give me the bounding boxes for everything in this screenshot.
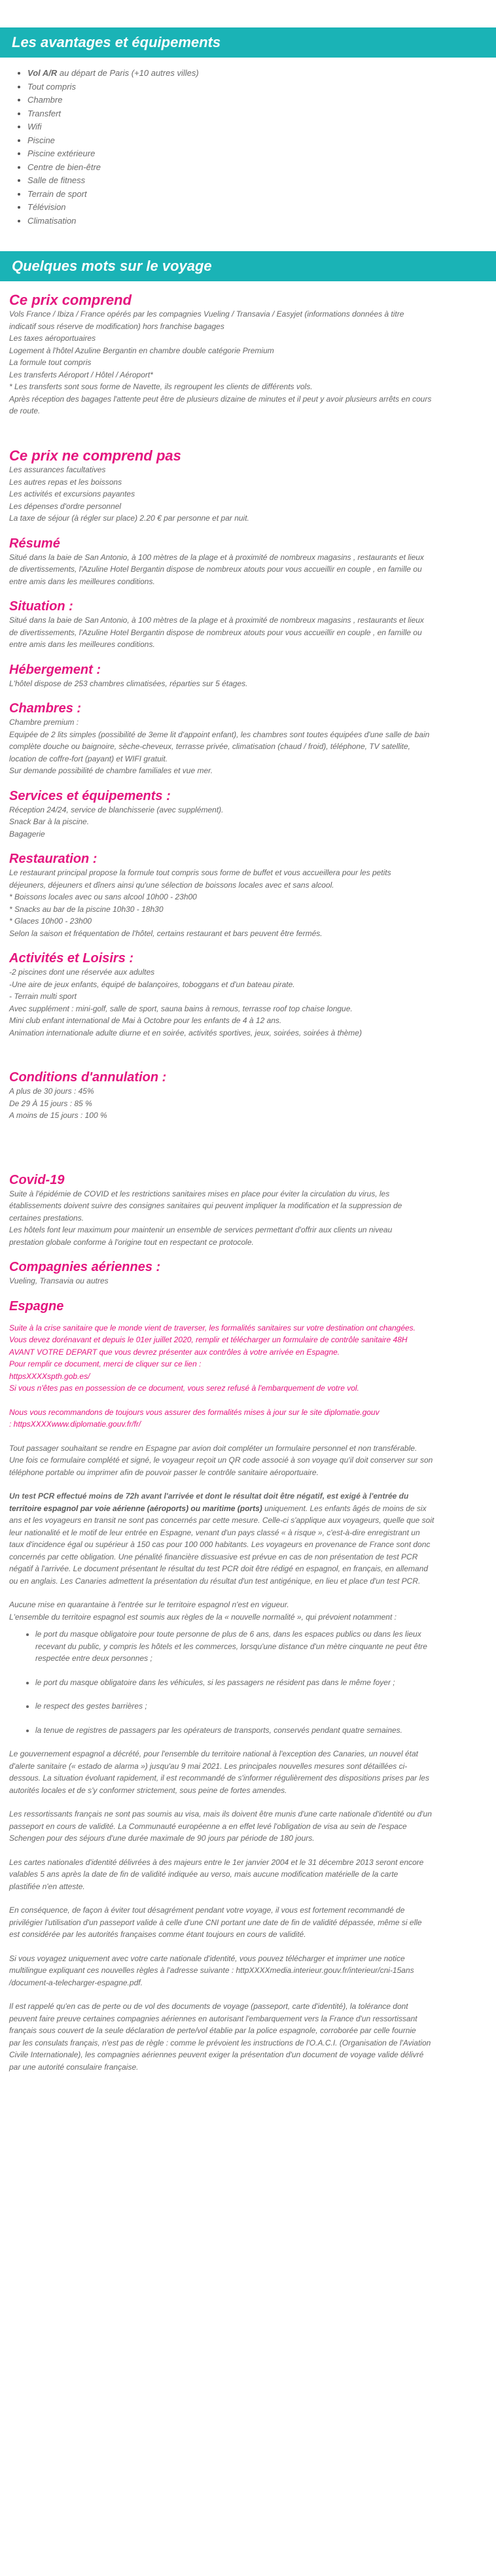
text-line: leur nationalité et le motif de leur entrée en Espagne, venant d'un pays classé « à risque », c'est-à-dire enregistrant un (9, 1527, 420, 1537)
rule-item (35, 1724, 484, 1737)
text-line: Equipée de 2 lits simples (possibilité de 3eme lit d'appoint enfant), les chambres sont toutes équipées d'une salle de bain (9, 729, 430, 739)
advantage-item (27, 120, 496, 134)
text-line: Après réception des bagages l'attente peut être de plusieurs dizaine de minutes et il peut y avoir plusieurs arrêts en cours (9, 394, 432, 404)
advantage-item (27, 161, 496, 175)
text-line: indicatif sous réserve de modification) hors franchise bagages (9, 321, 224, 331)
espagne-passport-text (9, 1904, 484, 1941)
covid-text (9, 1188, 484, 1249)
pcr-bold-line-1: Un test PCR effectué moins de 72h avant l'arrivée et dont le résultat doit être négatif, est exigé à l'entrée du (9, 1491, 409, 1501)
pcr-line-mixed (9, 1503, 484, 1515)
espagne-cni-text (9, 1856, 484, 1893)
prix-ne-comprend-text (9, 464, 484, 525)
advantage-item (27, 188, 496, 201)
text-line: De 29 À 15 jours : 85 % (9, 1098, 92, 1108)
text-line: Les taxes aéroportuaires (9, 334, 96, 343)
text-line: L'hôtel dispose de 253 chambres climatisées, réparties sur 5 étages. (9, 678, 248, 688)
text-line: Chambre premium : (9, 718, 79, 727)
voyage-title: Quelques mots sur le voyage (0, 251, 496, 281)
text-line: Avec supplément : mini-golf, salle de sport, sauna bains à remous, terrasse roof top chaise longue. (9, 1003, 353, 1013)
hebergement-title: Hébergement : (9, 662, 101, 677)
text-line: * Glaces 10h00 - 23h00 (9, 916, 92, 926)
voyage-content (0, 292, 496, 2073)
text-line: Logement à l'hôtel Azuline Bergantin en chambre double catégorie Premium (9, 345, 274, 355)
advantage-item-label: au départ de Paris (+10 autres villes) (57, 68, 199, 78)
rule-item (35, 1700, 484, 1713)
prix-comprend-section (9, 292, 484, 417)
espagne-section (9, 1299, 484, 2074)
text-line: Suite à la crise sanitaire que le monde vient de traverser, les formalités sanitaires sur votre destination ont changées. (9, 1323, 416, 1332)
advantages-section (0, 0, 496, 228)
rule-line: • le respect des gestes barrières ; (35, 1701, 147, 1711)
espagne-visa-text (9, 1808, 484, 1845)
espagne-loss-text (9, 2000, 484, 2073)
prix-comprend-text (9, 308, 484, 417)
advantage-item-label: Piscine extérieure (27, 148, 96, 158)
espagne-rules-list (9, 1628, 484, 1736)
text-line: * Snacks au bar de la piscine 10h30 - 18h30 (9, 904, 164, 914)
rule-line: • le port du masque obligatoire pour toute personne de plus de 6 ans, dans les espaces publics ou dans les lieux (35, 1629, 421, 1639)
text-line: - Terrain multi sport (9, 992, 77, 1001)
text-line: négatif à l'arrivée. Le document présentant le résultat du test PCR doit être rédigé en espagnol, en français, en allemand (9, 1564, 429, 1574)
text-line: Les activités et excursions payantes (9, 489, 135, 499)
rule-line: respectée entre deux personnes ; (35, 1654, 152, 1663)
prix-comprend-title: Ce prix comprend (9, 292, 132, 308)
text-line: Sur demande possibilité de chambre familiales et vue mer. (9, 766, 213, 776)
advantage-item (27, 107, 496, 121)
compagnies-text (9, 1275, 484, 1287)
advantage-item-label: Wifi (27, 122, 42, 131)
text-line: : httpsXXXXwww.diplomatie.gouv.fr/fr/ (9, 1419, 141, 1429)
text-line: Le gouvernement espagnol a décrété, pour l'ensemble du territoire national à l'exception des Canaries, un nouvel état (9, 1749, 418, 1759)
rule-line: recevant du public, y compris les hôtels et les commerces, lorsqu'une distance d'un mètre cinquante ne peut être (35, 1641, 427, 1651)
text-line: Les ressortissants français ne sont pas soumis au visa, mais ils doivent être munis d'une carte nationale d'identité ou d'un (9, 1809, 432, 1819)
pcr-line-2-rest: uniquement. Les enfants âgés de moins de six (262, 1503, 427, 1513)
text-line: -2 piscines dont une réservée aux adultes (9, 967, 155, 977)
text-line: est considérée par les autorités françaises comme étant toujours en cours de validité. (9, 1930, 306, 1940)
text-line: multilingue expliquant ces nouvelles règles à l'adresse suivante : httpXXXXmedia.interieur.gouv.fr/interieur/cni-15ans (9, 1966, 414, 1976)
text-line: Si vous voyagez uniquement avec votre carte nationale d'identité, vous pouvez télécharger et imprimer une notice (9, 1953, 405, 1963)
text-line: Réception 24/24, service de blanchisserie (avec supplément). (9, 805, 224, 814)
activites-text (9, 966, 484, 1039)
activites-title: Activités et Loisirs : (9, 951, 134, 966)
covid-section (9, 1173, 484, 1249)
text-line: Situé dans la baie de San Antonio, à 100 mètres de la plage et à proximité de nombreux magasins , restaurants et lieux (9, 552, 424, 562)
text-line: certaines prestations. (9, 1213, 84, 1223)
text-line: Les assurances facultatives (9, 465, 106, 475)
advantage-item-label: Transfert (27, 108, 62, 118)
espagne-sanitary-notice (9, 1322, 484, 1395)
advantage-item-label: Terrain de sport (27, 188, 87, 199)
text-line: déjeuners, déjeuners et dîners ainsi qu'une sélection de boissons locales avec et sans alcool. (9, 880, 334, 890)
prix-ne-comprend-section (9, 447, 484, 525)
text-line: Civile Internationale), les compagnies aériennes peuvent exiger la présentation d'un document de voyage valide délivré (9, 2050, 424, 2060)
text-line: Animation internationale adulte diurne et en soirée, activités sportives, jeux, soirées, soirées à thème) (9, 1028, 362, 1037)
text-line: peuvent faire preuve certaines compagnies aériennes en autorisant l'embarquement vers la France d'un ressortissant (9, 2013, 417, 2023)
text-line: Les hôtels font leur maximum pour maintenir un ensemble de services permettant d'offrir aux clients un niveau (9, 1225, 393, 1235)
text-line: taux d'incidence égal ou supérieur à 150 cas pour 100 000 habitants. Les voyageurs en provenance de France sont donc (9, 1540, 431, 1550)
text-line: A moins de 15 jours : 100 % (9, 1111, 107, 1121)
text-line: L'ensemble du territoire espagnol est soumis aux règles de la « nouvelle normalité », qui prévoient notamment : (9, 1612, 397, 1622)
text-line: Il est rappelé qu'en cas de perte ou de vol des documents de voyage (passeport, carte d'identité), la tolérance dont (9, 2002, 408, 2011)
text-line: Une fois ce formulaire complété et signé, le voyageur reçoit un QR code associé à son voyage qu'il doit conserver sur son (9, 1455, 433, 1465)
annulation-text (9, 1085, 484, 1122)
text-line: de route. (9, 406, 41, 416)
text-line: httpsXXXXspth.gob.es/ (9, 1371, 90, 1381)
espagne-notice-text (9, 1953, 484, 1989)
prix-ne-comprend-title: Ce prix ne comprend pas (9, 447, 181, 464)
advantage-item-bold: Vol A/R (27, 68, 58, 78)
pcr-rest (9, 1514, 484, 1587)
advantage-item (27, 80, 496, 94)
text-line: AVANT VOTRE DEPART que vous devrez présenter aux contrôles à votre arrivée en Espagne. (9, 1347, 340, 1357)
advantage-item (27, 134, 496, 148)
text-line: Mini club enfant international de Mai à Octobre pour les enfants de 4 à 12 ans. (9, 1016, 282, 1026)
covid-title: Covid-19 (9, 1172, 65, 1187)
text-line: ans et les voyageurs en transit ne sont pas concernés par cette mesure. Celle-ci s'applique aux voyageurs, quelle que soit (9, 1516, 434, 1525)
text-line: La formule tout compris (9, 358, 92, 368)
text-line: Vous devez dorénavant et depuis le 01er juillet 2020, remplir et télécharger un formulaire de contrôle sanitaire 48H (9, 1335, 408, 1345)
text-line: privilégier l'utilisation d'un passeport valide à celle d'une CNI portant une date de fin de validité dépassée, même si elle (9, 1917, 422, 1927)
rule-item (35, 1628, 484, 1665)
advantage-item (27, 215, 496, 228)
text-line: Nous vous recommandons de toujours vous assurer des formalités mises à jour sur le site diplomatie.gouv (9, 1407, 380, 1417)
chambres-title: Chambres : (9, 701, 82, 716)
text-line: /document-a-telecharger-espagne.pdf. (9, 1977, 143, 1987)
restauration-text (9, 867, 484, 939)
espagne-quarantine-text (9, 1599, 484, 1623)
advantage-item (27, 94, 496, 107)
resume-text (9, 551, 484, 588)
annulation-section (9, 1070, 484, 1122)
text-line: Vueling, Transavia ou autres (9, 1276, 109, 1286)
advantage-item-label: Climatisation (27, 215, 77, 226)
text-line: par une autorité consulaire française. (9, 2062, 139, 2072)
text-line: entre amis dans les meilleures conditions. (9, 640, 155, 650)
espagne-alert-text (9, 1748, 484, 1796)
resume-title: Résumé (9, 536, 60, 551)
advantage-item (27, 147, 496, 161)
advantage-item-label: Salle de fitness (27, 175, 86, 185)
services-title: Services et équipements : (9, 788, 171, 803)
espagne-title: Espagne (9, 1298, 64, 1314)
advantages-title: Les avantages et équipements (0, 27, 496, 58)
rule-line: • la tenue de registres de passagers par les opérateurs de transports, conservés pendant quatre semaines. (35, 1725, 402, 1735)
resume-section (9, 536, 484, 588)
espagne-diplomatie-notice (9, 1406, 484, 1431)
compagnies-section (9, 1260, 484, 1287)
restauration-section (9, 852, 484, 939)
text-line: Bagagerie (9, 829, 45, 839)
text-line: de divertissements, l'Azuline Hotel Bergantin dispose de nombreux atouts pour vous accueillir en couple , en famille ou (9, 565, 422, 574)
text-line: Si vous n'êtes pas en possession de ce document, vous serez refusé à l'embarquement de votre vol. (9, 1384, 359, 1393)
compagnies-title: Compagnies aériennes : (9, 1260, 161, 1275)
text-line: Les autres repas et les boissons (9, 477, 122, 487)
text-line: Vols France / Ibiza / France opérés par les compagnies Vueling / Transavia / Easyjet (informations données à titre (9, 309, 404, 319)
situation-text (9, 614, 484, 651)
advantages-list (0, 67, 496, 228)
services-section (9, 789, 484, 841)
text-line: concernés par cette obligation. Une pénalité financière dissuasive est prévue en cas de non présentation de test PCR (9, 1552, 418, 1561)
text-line: prestation globale conforme à l'origine tout en respectant ce protocole. (9, 1237, 254, 1247)
text-line: A plus de 30 jours : 45% (9, 1087, 94, 1096)
text-line: Schengen pour des séjours d'une durée maximale de 90 jours par période de 180 jours. (9, 1834, 315, 1843)
text-line: entre amis dans les meilleures conditions. (9, 576, 155, 586)
situation-title: Situation : (9, 599, 73, 614)
text-line: Les transferts Aéroport / Hôtel / Aéroport* (9, 370, 153, 379)
services-text (9, 804, 484, 841)
hebergement-section (9, 663, 484, 690)
advantage-item (27, 174, 496, 188)
text-line: ou en anglais. Les Canaries admettent la présentation du résultat d'un test antigénique, en lieu et place d'un test PCR. (9, 1576, 421, 1586)
text-line: Aucune mise en quarantaine à l'entrée sur le territoire espagnol n'est en vigueur. (9, 1600, 289, 1610)
text-line: plastifiée n'en atteste. (9, 1881, 85, 1891)
text-line: En conséquence, de façon à éviter tout désagrément pendant votre voyage, il vous est fortement recommandé de (9, 1906, 405, 1915)
advantage-item-label: Tout compris (27, 81, 76, 92)
text-line: établissements doivent suivre des consignes sanitaires qui peuvent impliquer la modification et la suppression de (9, 1201, 402, 1211)
advantage-item (27, 67, 496, 80)
text-line: location de coffre-fort (payant) et WIFI gratuit. (9, 754, 168, 763)
chambres-section (9, 701, 484, 777)
advantage-item-label: Piscine (27, 135, 55, 145)
text-line: * Les transferts sont sous forme de Navette, ils regroupent les clients de différents vols. (9, 382, 313, 392)
text-line: valables 5 ans après la date de fin de validité indiquée au verso, mais aucune modification matérielle de la carte (9, 1870, 399, 1879)
situation-section (9, 599, 484, 651)
text-line: Pour remplir ce document, merci de cliquer sur ce lien : (9, 1359, 202, 1369)
text-line: d'alerte sanitaire (« estado de alarma ») jusqu'au 9 mai 2021. Les principales nouvelles mesures sont détaillées ci- (9, 1761, 408, 1771)
text-line: téléphone portable ou imprimer afin de pouvoir passer le contrôle sanitaire aéroportuaire. (9, 1467, 319, 1477)
espagne-pcr-text (9, 1490, 484, 1587)
text-line: Snack Bar à la piscine. (9, 817, 90, 827)
text-line: La taxe de séjour (à régler sur place) 2.20 € par personne et par nuit. (9, 513, 249, 523)
text-line: Les cartes nationales d'identité délivrées à des majeurs entre le 1er janvier 2004 et le 31 décembre 2013 seront encore (9, 1857, 424, 1867)
text-line: Suite à l'épidémie de COVID et les restrictions sanitaires mises en place pour éviter la circulation du virus, les (9, 1189, 390, 1198)
text-line: français sous couvert de la seule déclaration de perte/vol établie par la police espagnole, corroborée par celle fournie (9, 2026, 416, 2036)
restauration-title: Restauration : (9, 852, 97, 867)
espagne-form-text (9, 1442, 484, 1479)
text-line: passeport en cours de validité. La Communauté européenne a en effet levé l'obligation de visa au sein de l'espace (9, 1821, 407, 1831)
rule-item (35, 1677, 484, 1689)
text-line: -Une aire de jeux enfants, équipé de balançoires, toboggans et d'un bateau pirate. (9, 979, 295, 989)
text-line: Situé dans la baie de San Antonio, à 100 mètres de la plage et à proximité de nombreux magasins , restaurants et lieux (9, 616, 424, 625)
chambres-text (9, 716, 484, 777)
text-line: de divertissements, l'Azuline Hotel Bergantin dispose de nombreux atouts pour vous accueillir en couple , en famille ou (9, 627, 422, 637)
advantage-item-label: Télévision (27, 202, 66, 212)
rule-line: • le port du masque obligatoire dans les véhicules, si les passagers ne résident pas dans le même foyer ; (35, 1677, 395, 1687)
text-line: autorités locales et de s'y conformer strictement, sous peine de fortes amendes. (9, 1785, 287, 1795)
text-line: * Boissons locales avec ou sans alcool 10h00 - 23h00 (9, 892, 197, 902)
text-line: Selon la saison et fréquentation de l'hôtel, certains restaurant et bars peuvent être fermés. (9, 928, 323, 938)
advantage-item (27, 201, 496, 215)
text-line: Le restaurant principal propose la formule tout compris sous forme de buffet et vous accueillera pour les petits (9, 868, 391, 878)
text-line: complète douche ou baignoire, sèche-cheveux, terrasse privée, climatisation (chaud / froid), téléphone, TV satellite, (9, 742, 410, 752)
hebergement-text (9, 678, 484, 690)
advantage-item-label: Centre de bien-être (27, 162, 101, 172)
advantage-item-label: Chambre (27, 95, 63, 105)
annulation-title: Conditions d'annulation : (9, 1070, 167, 1085)
text-line: Tout passager souhaitant se rendre en Espagne par avion doit compléter un formulaire personnel et non transférable. (9, 1443, 417, 1453)
text-line: Les dépenses d'ordre personnel (9, 501, 122, 511)
activites-section (9, 951, 484, 1039)
text-line: dessous. La situation évoluant rapidement, il est recommandé de s'informer régulièrement des dispositions prises par les (9, 1773, 429, 1783)
text-line: par les consulats français, n'est pas de règle : comme le prévoient les instructions de l'O.A.C.I. (Organisation de l'Aviation (9, 2038, 431, 2047)
pcr-bold-line-2: territoire espagnol par voie aérienne (aéroports) ou maritime (ports) (9, 1503, 262, 1513)
